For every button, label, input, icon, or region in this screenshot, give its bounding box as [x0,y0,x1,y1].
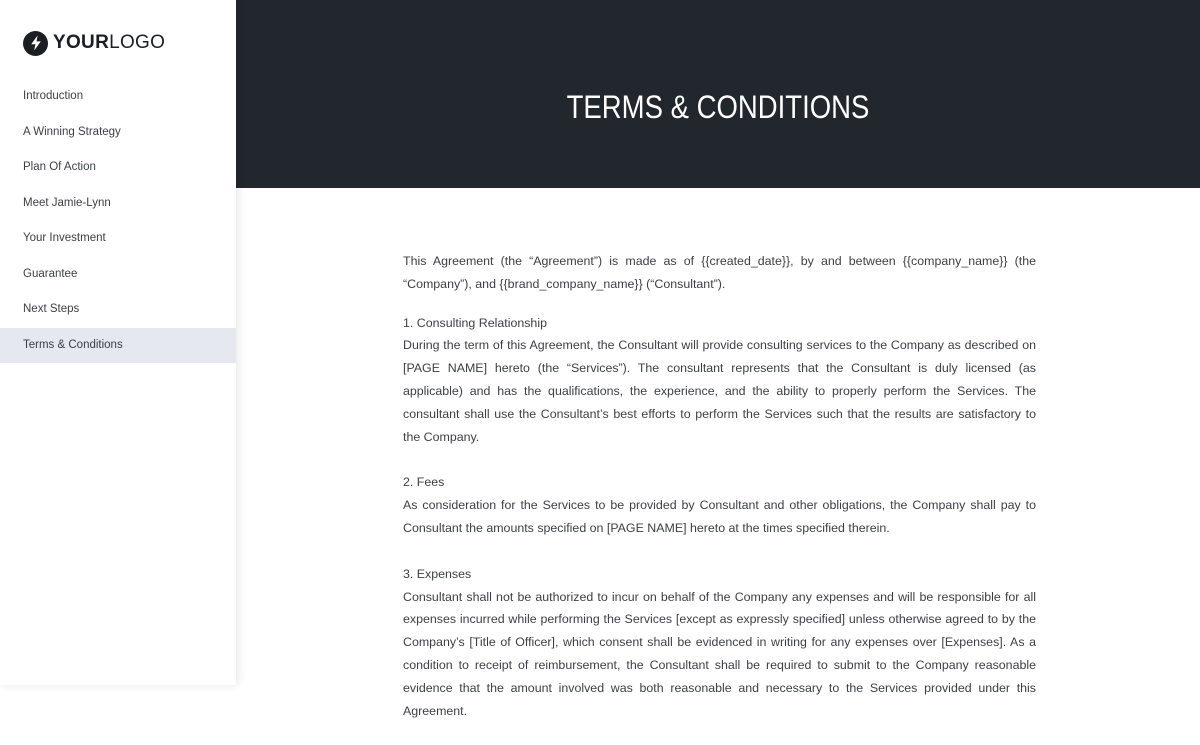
sidebar-item-meet-jamie-lynn[interactable]: Meet Jamie-Lynn [23,196,111,209]
sidebar-item-your-investment[interactable]: Your Investment [23,232,106,244]
logo-text [53,30,165,56]
sidebar-item-a-winning-strategy[interactable]: A Winning Strategy [23,125,121,138]
section-body: As consideration for the Services to be provided by Consultant and other obligations, the Company shall pay to Consultant the amounts specified on [PAGE NAME] hereto at the times specified therein. [403,498,1036,535]
document-body [403,250,1036,745]
logo-text-light: LOGO [109,32,166,53]
logo-text-bold: YOUR [53,32,110,53]
section-heading: 3. Expenses [403,566,472,581]
sidebar-item-guarantee[interactable]: Guarantee [23,267,78,280]
section-fees [403,471,1036,539]
sidebar-item-terms-and-conditions[interactable]: Terms & Conditions [0,328,236,364]
sidebar-nav [0,79,236,363]
section-body: Consultant shall not be authorized to incur on behalf of the Company any expenses and will be responsible for all expenses incurred while performing the Services [except as expressly specified] unless otherwise agreed to by the Company’s [Title of Officer], which consent shall be evidenced in writing for any expenses over [Expenses]. As a condition to receipt of reimbursement, the Consultant shall be required to submit to the Company reasonable evidence that the amount involved was both reasonable and necessary to the Services provided under this Agreement. [403,589,1036,718]
page-header [236,0,1200,188]
section-body: During the term of this Agreement, the Consultant will provide consulting services to the Company as described on [PAGE NAME] hereto (the “Services”). The consultant represents that the Consultant is duly licensed (as applicable) and has the qualifications, the experience, and the ability to properly perform the Services. The consultant shall use the Consultant’s best efforts to perform the Services such that the results are satisfactory to the Company. [403,338,1036,444]
section-heading: 2. Fees [403,475,445,490]
sidebar-item-next-steps[interactable]: Next Steps [23,303,80,315]
page-title: TERMS & CONDITIONS [566,89,870,126]
logo[interactable] [23,30,165,56]
section-expenses [403,563,1036,723]
section-consulting-relationship [403,312,1036,449]
section-heading: 1. Consulting Relationship [403,315,547,330]
agreement-intro: This Agreement (the “Agreement”) is made as of {{created_date}}, by and between {{company_name}} (the “Company”), and {{brand_company_name}} (“Consultant”). [403,254,1036,291]
sidebar-item-introduction[interactable]: Introduction [23,90,84,102]
sidebar-item-plan-of-action[interactable]: Plan Of Action [23,161,96,173]
lightning-bolt-icon [23,31,48,56]
sidebar [0,0,236,685]
